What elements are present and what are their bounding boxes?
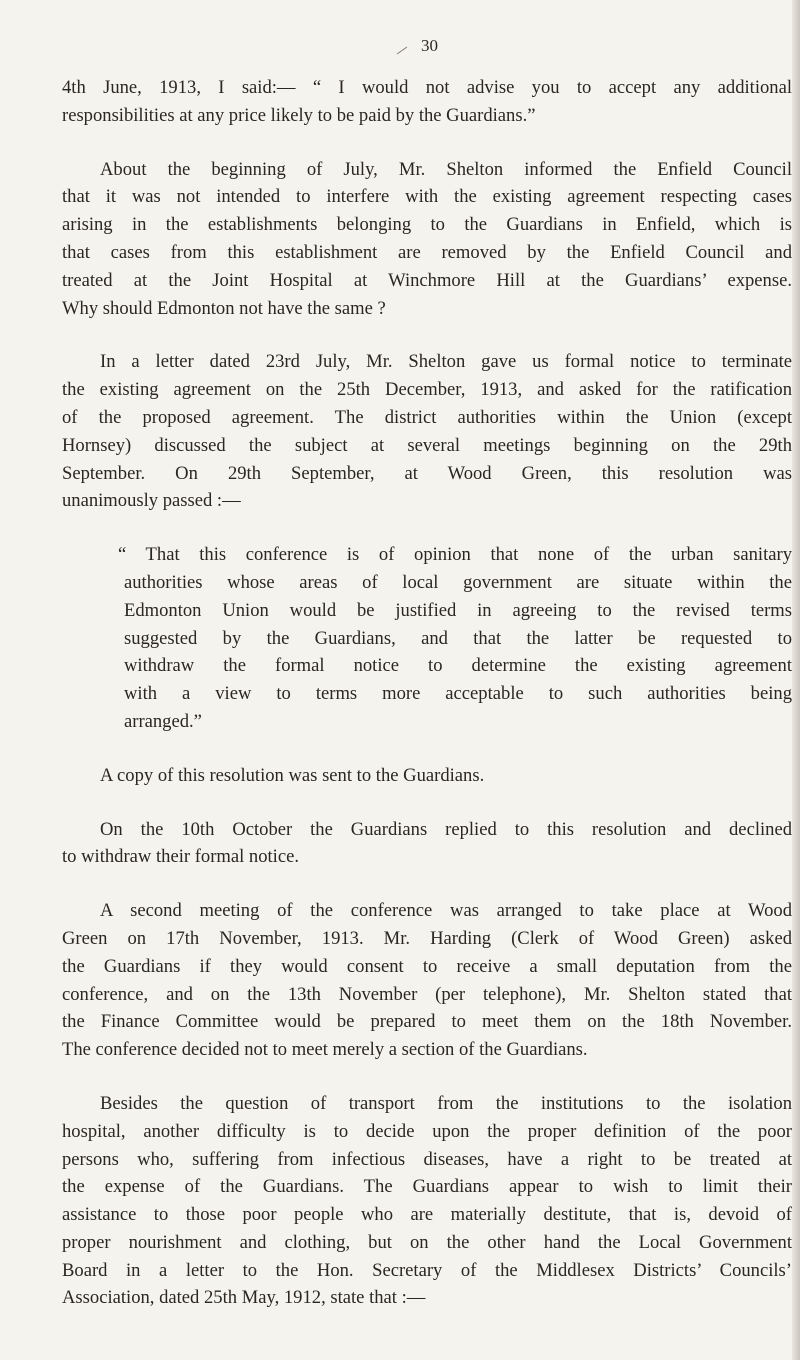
- text-line: The conference decided not to meet merely a section of the Guardians.: [62, 1039, 588, 1061]
- text-line: the expense of the Guardians. The Guardians appear to wish to limit their: [62, 1176, 792, 1198]
- text-line: Board in a letter to the Hon. Secretary of the Middlesex Districts’ Councils’: [62, 1259, 792, 1281]
- text-line: that cases from this establishment are removed by the Enfield Council and: [62, 241, 792, 263]
- paragraph-2: [62, 156, 792, 323]
- text-line: authorities whose areas of local government are situate within the: [124, 571, 792, 593]
- paragraph-5: [62, 762, 792, 790]
- text-line: the Finance Committee would be prepared to meet them on the 18th November.: [62, 1011, 792, 1033]
- text-line: the Guardians if they would consent to receive a small deputation from the: [62, 955, 792, 977]
- paragraph-6: [62, 816, 792, 872]
- text-line: with a view to terms more acceptable to such authorities being: [124, 683, 792, 705]
- pencil-tick-mark: [397, 47, 407, 55]
- text-line: arranged.”: [124, 710, 202, 732]
- page-number: 30: [421, 36, 438, 55]
- text-line: assistance to those poor people who are materially destitute, that is, devoid of: [62, 1204, 792, 1226]
- page-edge-shadow: [792, 0, 800, 1360]
- text-line: conference, and on the 13th November (per telephone), Mr. Shelton stated that: [62, 983, 792, 1005]
- paragraph-3: [62, 348, 792, 515]
- text-line: About the beginning of July, Mr. Shelton informed the Enfield Council: [100, 158, 792, 180]
- resolution-quote: [62, 541, 792, 736]
- text-line: of the proposed agreement. The district authorities within the Union (except: [62, 406, 792, 428]
- text-line: suggested by the Guardians, and that the latter be requested to: [124, 627, 792, 649]
- paragraph-1: [62, 74, 792, 130]
- text-line: On the 10th October the Guardians replied to this resolution and declined: [100, 818, 792, 840]
- text-line: the existing agreement on the 25th December, 1913, and asked for the ratification: [62, 379, 792, 401]
- text-line: In a letter dated 23rd July, Mr. Shelton gave us formal notice to terminate: [100, 351, 792, 373]
- text-line: Besides the question of transport from the institutions to the isolation: [100, 1092, 792, 1114]
- text-line: A copy of this resolution was sent to the Guardians.: [100, 764, 485, 786]
- text-line: to withdraw their formal notice.: [62, 846, 299, 868]
- text-line: hospital, another difficulty is to decide upon the proper definition of the poor: [62, 1120, 792, 1142]
- paragraph-8: [62, 1090, 792, 1312]
- text-line: treated at the Joint Hospital at Winchmore Hill at the Guardians’ expense.: [62, 269, 792, 291]
- text-line: “ That this conference is of opinion that none of the urban sanitary: [118, 544, 792, 566]
- text-line: Edmonton Union would be justified in agreeing to the revised terms: [124, 599, 792, 621]
- text-line: proper nourishment and clothing, but on the other hand the Local Government: [62, 1231, 792, 1253]
- text-line: Why should Edmonton not have the same ?: [62, 297, 386, 319]
- text-line: Green on 17th November, 1913. Mr. Harding (Clerk of Wood Green) asked: [62, 927, 792, 949]
- text-line: withdraw the formal notice to determine the existing agreement: [124, 655, 792, 677]
- text-line: September. On 29th September, at Wood Green, this resolution was: [62, 462, 792, 484]
- paragraph-7: [62, 897, 792, 1064]
- text-line: persons who, suffering from infectious diseases, have a right to be treated at: [62, 1148, 792, 1170]
- text-line: responsibilities at any price likely to be paid by the Guardians.”: [62, 104, 536, 126]
- text-line: that it was not intended to interfere with the existing agreement respecting cases: [62, 186, 792, 208]
- text-line: 4th June, 1913, I said:— “ I would not advise you to accept any additional: [62, 77, 792, 98]
- text-line: arising in the establishments belonging to the Guardians in Enfield, which is: [62, 214, 792, 236]
- text-line: A second meeting of the conference was arranged to take place at Wood: [100, 900, 792, 922]
- text-line: Hornsey) discussed the subject at several meetings beginning on the 29th: [62, 434, 792, 456]
- text-line: unanimously passed :—: [62, 490, 241, 512]
- text-line: Association, dated 25th May, 1912, state that :—: [62, 1287, 426, 1309]
- body-text: [62, 74, 792, 1312]
